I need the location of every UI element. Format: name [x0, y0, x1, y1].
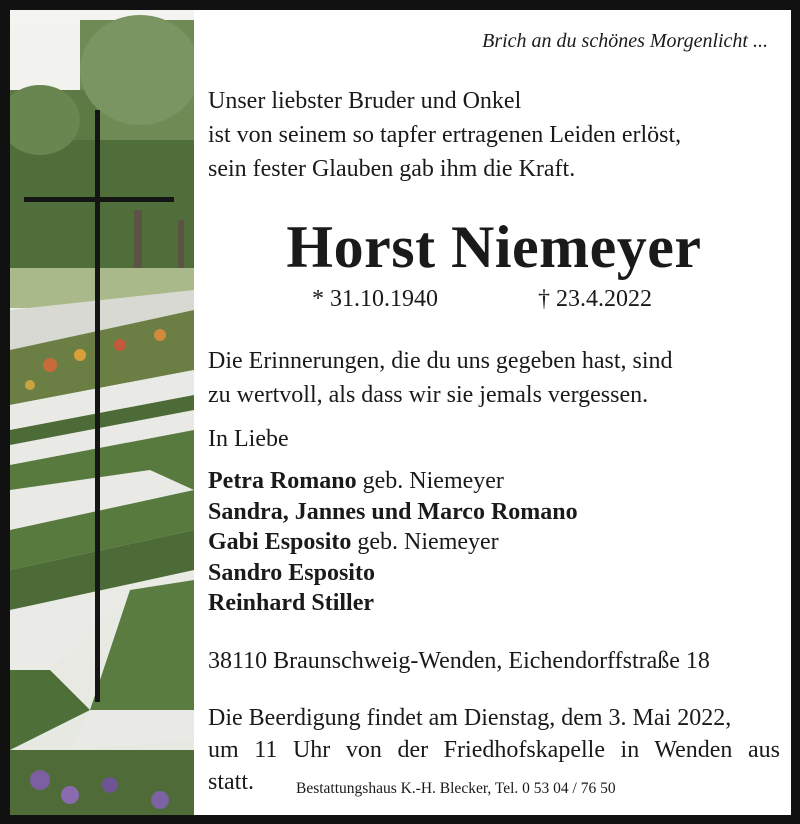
- undertaker-info: Bestattungshaus K.-H. Blecker, Tel. 0 53 04 / 76 50: [296, 780, 616, 797]
- family-address: 38110 Braunschweig-Wenden, Eichendorffstraße 18: [208, 648, 710, 674]
- mourner-entry: [208, 588, 578, 619]
- memorial-quote: [208, 344, 780, 412]
- deceased-name: Horst Niemeyer: [286, 214, 702, 280]
- death-date: † 23.4.2022: [538, 286, 652, 312]
- birth-date: * 31.10.1940: [312, 286, 438, 312]
- motto-line: Brich an du schönes Morgenlicht ...: [482, 30, 768, 52]
- mourner-name: Petra Romano: [208, 468, 357, 494]
- intro-line: sein fester Glauben gab ihm die Kraft.: [208, 156, 576, 182]
- quote-line: Die Erinnerungen, die du uns gegeben hast, sind: [208, 348, 673, 374]
- mourner-name: Gabi Esposito: [208, 529, 352, 555]
- mourner-list: [208, 466, 578, 619]
- quote-line: zu wertvoll, als dass wir sie jemals vergessen.: [208, 382, 649, 408]
- mourner-entry: [208, 466, 578, 497]
- cemetery-garden-photo: [10, 10, 194, 815]
- intro-line: Unser liebster Bruder und Onkel: [208, 88, 522, 114]
- mourner-entry: [208, 558, 578, 589]
- mourner-suffix: geb. Niemeyer: [351, 529, 499, 555]
- funeral-line: Die Beerdigung findet am Dienstag, dem 3. Mai 2022,: [208, 705, 732, 731]
- intro-line: ist von seinem so tapfer ertragenen Leiden erlöst,: [208, 122, 682, 148]
- cross-horizontal-bar: [24, 197, 174, 202]
- intro-text: [208, 84, 780, 186]
- mourner-name: Sandra, Jannes und Marco Romano: [208, 498, 578, 525]
- mourner-entry: [208, 527, 578, 558]
- in-love-label: In Liebe: [208, 426, 289, 452]
- mourner-entry: [208, 497, 578, 528]
- funeral-line: statt.: [208, 769, 254, 795]
- mourner-suffix: geb. Niemeyer: [356, 468, 504, 494]
- mourner-name: Reinhard Stiller: [208, 590, 374, 616]
- funeral-line: um 11 Uhr von der Friedhofskapelle in Wenden aus: [208, 737, 780, 763]
- mourner-name: Sandro Esposito: [208, 559, 375, 586]
